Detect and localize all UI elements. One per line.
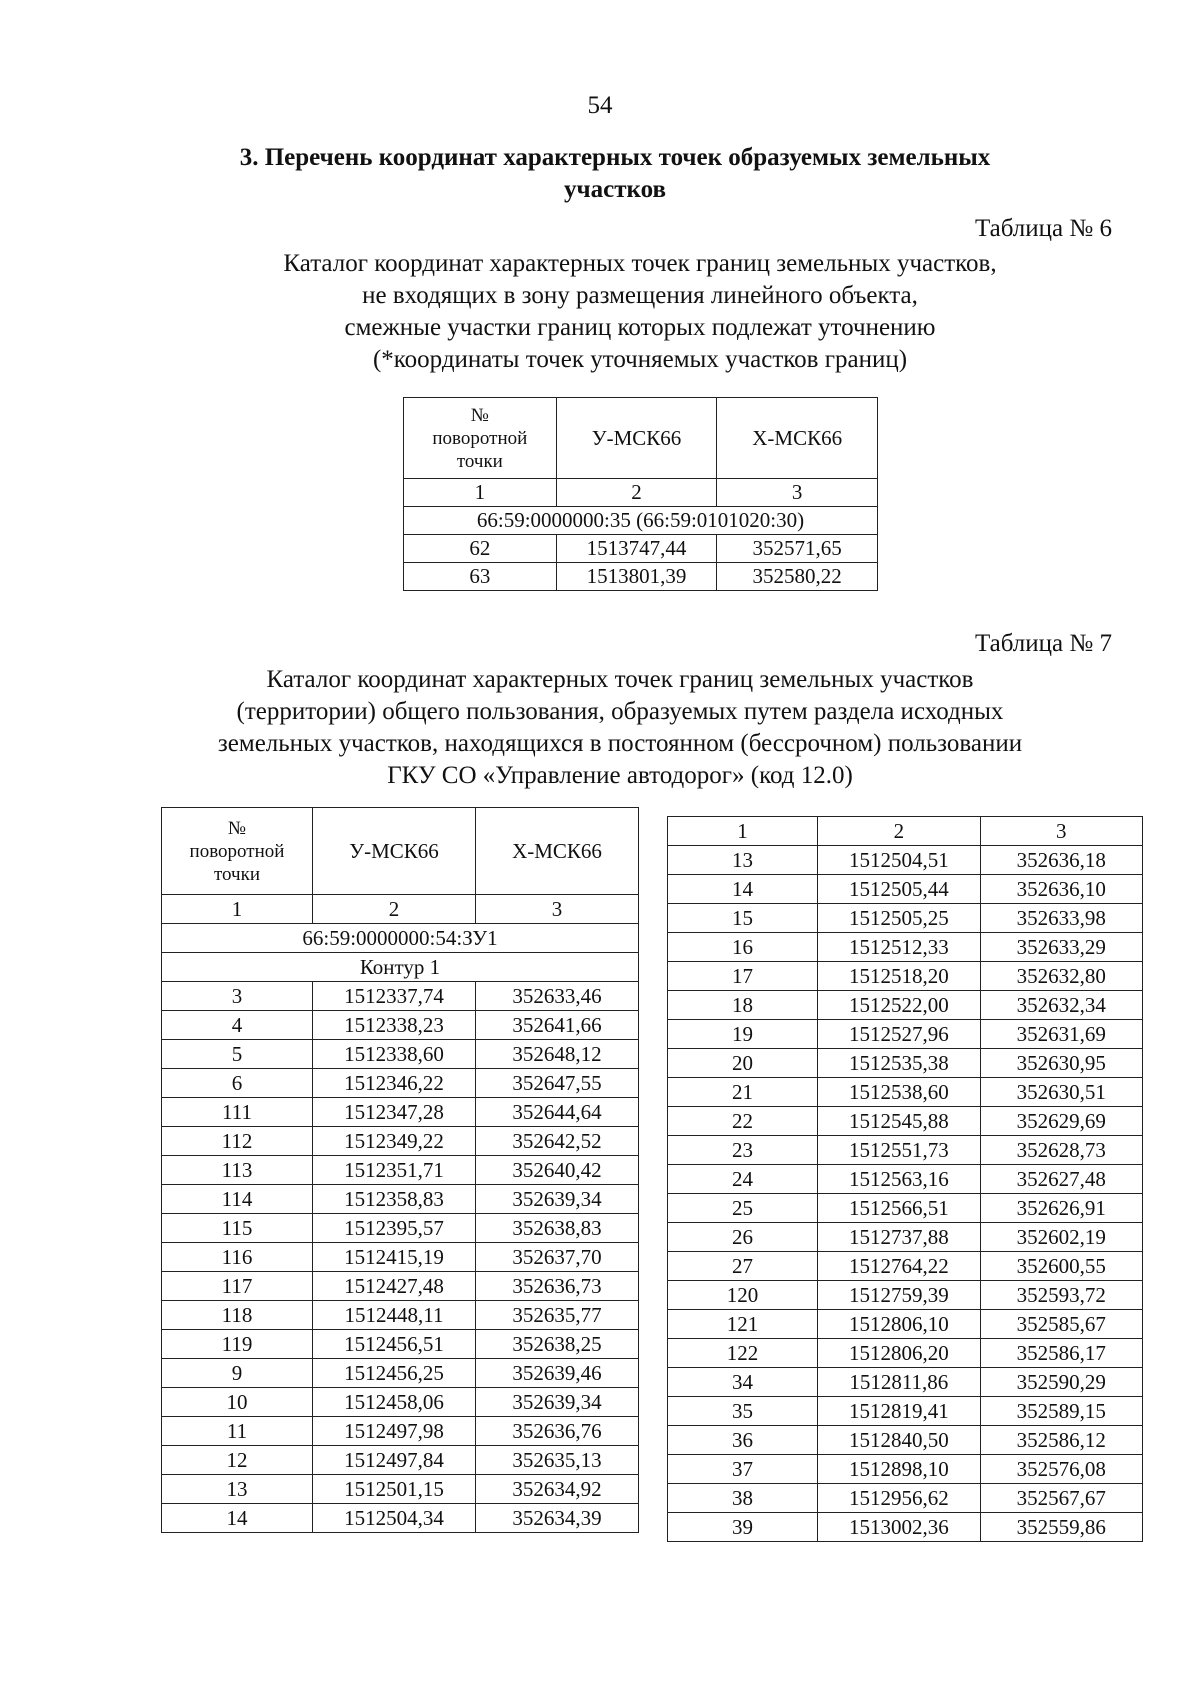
point-number-cell: 24	[668, 1165, 818, 1194]
point-number-cell: 4	[162, 1011, 313, 1040]
y-coordinate-cell: 1512764,22	[818, 1252, 981, 1281]
y-coordinate-cell: 1512551,73	[818, 1136, 981, 1165]
point-number-cell: 121	[668, 1310, 818, 1339]
header-text: поворотной	[432, 427, 528, 449]
colnum-cell: 2	[556, 479, 717, 507]
x-coordinate-cell: 352637,70	[476, 1243, 639, 1272]
table6-colnum-row	[404, 479, 878, 507]
point-number-cell: 111	[162, 1098, 313, 1127]
x-coordinate-cell: 352635,77	[476, 1301, 639, 1330]
point-number-cell: 116	[162, 1243, 313, 1272]
y-coordinate-cell: 1512338,23	[313, 1011, 476, 1040]
y-coordinate-cell: 1513002,36	[818, 1513, 981, 1542]
point-number-cell: 63	[404, 563, 557, 591]
x-coordinate-cell: 352576,08	[980, 1455, 1142, 1484]
table-row	[162, 1301, 639, 1330]
header-text: №	[470, 404, 489, 426]
table-row	[404, 535, 878, 563]
y-coordinate-cell: 1512456,25	[313, 1359, 476, 1388]
x-coordinate-cell: 352626,91	[980, 1194, 1142, 1223]
table7-right	[667, 816, 1143, 1542]
point-number-cell: 9	[162, 1359, 313, 1388]
point-number-cell: 13	[162, 1475, 313, 1504]
point-number-cell: 25	[668, 1194, 818, 1223]
y-coordinate-cell: 1512448,11	[313, 1301, 476, 1330]
x-coordinate-cell: 352641,66	[476, 1011, 639, 1040]
table7-subgroup-cell: Контур 1	[162, 953, 639, 982]
x-coordinate-cell: 352638,83	[476, 1214, 639, 1243]
y-coordinate-cell: 1512538,60	[818, 1078, 981, 1107]
point-number-cell: 38	[668, 1484, 818, 1513]
table-row	[668, 1049, 1143, 1078]
y-coordinate-cell: 1512358,83	[313, 1185, 476, 1214]
y-coordinate-cell: 1512497,98	[313, 1417, 476, 1446]
colnum-cell: 1	[404, 479, 557, 507]
y-coordinate-cell: 1512497,84	[313, 1446, 476, 1475]
x-coordinate-cell: 352631,69	[980, 1020, 1142, 1049]
x-coordinate-cell: 352580,22	[717, 563, 878, 591]
x-coordinate-cell: 352586,17	[980, 1339, 1142, 1368]
x-coordinate-cell: 352567,67	[980, 1484, 1142, 1513]
x-coordinate-cell: 352632,34	[980, 991, 1142, 1020]
x-coordinate-cell: 352636,73	[476, 1272, 639, 1301]
table7-right-body	[668, 846, 1143, 1542]
table-row	[668, 1165, 1143, 1194]
x-coordinate-cell: 352633,98	[980, 904, 1142, 933]
x-coordinate-cell: 352639,34	[476, 1388, 639, 1417]
colnum-cell: 1	[668, 817, 818, 846]
table-row	[668, 1397, 1143, 1426]
table-row	[668, 1194, 1143, 1223]
table7-group-row	[162, 924, 639, 953]
table7-caption	[130, 664, 1110, 792]
point-number-cell: 15	[668, 904, 818, 933]
section-heading-line1: 3. Перечень координат характерных точек образуемых земельных	[239, 144, 991, 171]
point-number-cell: 19	[668, 1020, 818, 1049]
y-coordinate-cell: 1512501,15	[313, 1475, 476, 1504]
table-row	[162, 1156, 639, 1185]
point-number-cell: 34	[668, 1368, 818, 1397]
point-number-cell: 35	[668, 1397, 818, 1426]
point-number-cell: 114	[162, 1185, 313, 1214]
table-row	[162, 1243, 639, 1272]
colnum-cell: 2	[313, 895, 476, 924]
point-number-cell: 119	[162, 1330, 313, 1359]
x-coordinate-cell: 352590,29	[980, 1368, 1142, 1397]
x-coordinate-cell: 352600,55	[980, 1252, 1142, 1281]
point-number-cell: 112	[162, 1127, 313, 1156]
point-number-cell: 10	[162, 1388, 313, 1417]
y-coordinate-cell: 1512415,19	[313, 1243, 476, 1272]
y-coordinate-cell: 1512759,39	[818, 1281, 981, 1310]
table6-body	[404, 535, 878, 591]
y-coordinate-cell: 1512956,62	[818, 1484, 981, 1513]
point-number-cell: 120	[668, 1281, 818, 1310]
y-coordinate-cell: 1512806,10	[818, 1310, 981, 1339]
x-coordinate-cell: 352586,12	[980, 1426, 1142, 1455]
x-coordinate-cell: 352639,46	[476, 1359, 639, 1388]
point-number-cell: 113	[162, 1156, 313, 1185]
point-number-cell: 14	[162, 1504, 313, 1533]
table-row	[162, 1272, 639, 1301]
y-coordinate-cell: 1512535,38	[818, 1049, 981, 1078]
table7-caption-line: ГКУ СО «Управление автодорог» (код 12.0)	[387, 762, 853, 789]
y-coordinate-cell: 1512840,50	[818, 1426, 981, 1455]
x-coordinate-cell: 352627,48	[980, 1165, 1142, 1194]
y-coordinate-cell: 1512737,88	[818, 1223, 981, 1252]
x-coordinate-cell: 352602,19	[980, 1223, 1142, 1252]
y-coordinate-cell: 1512346,22	[313, 1069, 476, 1098]
point-number-cell: 27	[668, 1252, 818, 1281]
table-row	[668, 1484, 1143, 1513]
point-number-cell: 117	[162, 1272, 313, 1301]
y-coordinate-cell: 1512427,48	[313, 1272, 476, 1301]
table-row	[668, 1339, 1143, 1368]
header-text: точки	[456, 450, 503, 472]
table6-header-x: Х-МСК66	[717, 398, 878, 479]
point-number-cell: 14	[668, 875, 818, 904]
table6-header-row	[404, 398, 878, 479]
y-coordinate-cell: 1512505,25	[818, 904, 981, 933]
table-row	[668, 1426, 1143, 1455]
table-row	[668, 1281, 1143, 1310]
table-row	[668, 933, 1143, 962]
point-number-cell: 16	[668, 933, 818, 962]
table7-caption-line: Каталог координат характерных точек границ земельных участков	[266, 666, 974, 693]
x-coordinate-cell: 352634,39	[476, 1504, 639, 1533]
x-coordinate-cell: 352585,67	[980, 1310, 1142, 1339]
y-coordinate-cell: 1512456,51	[313, 1330, 476, 1359]
table7-header-x: Х-МСК66	[476, 808, 639, 895]
y-coordinate-cell: 1512518,20	[818, 962, 981, 991]
table7-caption-line: (территории) общего пользования, образуемых путем раздела исходных	[236, 698, 1004, 725]
x-coordinate-cell: 352636,10	[980, 875, 1142, 904]
y-coordinate-cell: 1512527,96	[818, 1020, 981, 1049]
x-coordinate-cell: 352642,52	[476, 1127, 639, 1156]
x-coordinate-cell: 352593,72	[980, 1281, 1142, 1310]
x-coordinate-cell: 352639,34	[476, 1185, 639, 1214]
point-number-cell: 23	[668, 1136, 818, 1165]
table-row	[162, 1011, 639, 1040]
table-row	[162, 1127, 639, 1156]
x-coordinate-cell: 352644,64	[476, 1098, 639, 1127]
y-coordinate-cell: 1512566,51	[818, 1194, 981, 1223]
x-coordinate-cell: 352571,65	[717, 535, 878, 563]
colnum-cell: 3	[476, 895, 639, 924]
colnum-cell: 2	[818, 817, 981, 846]
y-coordinate-cell: 1512347,28	[313, 1098, 476, 1127]
point-number-cell: 115	[162, 1214, 313, 1243]
table-row	[162, 1446, 639, 1475]
table-row	[162, 1040, 639, 1069]
colnum-cell: 3	[980, 817, 1142, 846]
table-row	[668, 1455, 1143, 1484]
table-row	[668, 1223, 1143, 1252]
table-row	[668, 991, 1143, 1020]
table7-caption-line: земельных участков, находящихся в постоянном (бессрочном) пользовании	[217, 730, 1023, 757]
y-coordinate-cell: 1512504,34	[313, 1504, 476, 1533]
y-coordinate-cell: 1512545,88	[818, 1107, 981, 1136]
table-row	[668, 1252, 1143, 1281]
y-coordinate-cell: 1512458,06	[313, 1388, 476, 1417]
x-coordinate-cell: 352559,86	[980, 1513, 1142, 1542]
point-number-cell: 37	[668, 1455, 818, 1484]
point-number-cell: 36	[668, 1426, 818, 1455]
y-coordinate-cell: 1512351,71	[313, 1156, 476, 1185]
colnum-cell: 1	[162, 895, 313, 924]
table-row	[668, 1368, 1143, 1397]
table-row	[162, 1504, 639, 1533]
table6-group-row	[404, 507, 878, 535]
table7-subgroup-row	[162, 953, 639, 982]
table-row	[668, 1310, 1143, 1339]
table7-label: Таблица № 7	[974, 630, 1112, 657]
table-row	[162, 1330, 639, 1359]
y-coordinate-cell: 1512349,22	[313, 1127, 476, 1156]
table6	[403, 397, 878, 591]
section-heading	[200, 142, 1030, 206]
table-row	[668, 904, 1143, 933]
table-row	[668, 1020, 1143, 1049]
table7-group-cell: 66:59:0000000:54:ЗУ1	[162, 924, 639, 953]
table-row	[668, 1078, 1143, 1107]
y-coordinate-cell: 1512898,10	[818, 1455, 981, 1484]
table6-caption-line: (*координаты точек уточняемых участков границ)	[372, 346, 908, 373]
y-coordinate-cell: 1512512,33	[818, 933, 981, 962]
table7-header-row	[162, 808, 639, 895]
point-number-cell: 62	[404, 535, 557, 563]
point-number-cell: 13	[668, 846, 818, 875]
y-coordinate-cell: 1512338,60	[313, 1040, 476, 1069]
x-coordinate-cell: 352636,18	[980, 846, 1142, 875]
table7-header-y: У-МСК66	[313, 808, 476, 895]
page-number: 54	[587, 92, 613, 119]
table-row	[668, 875, 1143, 904]
point-number-cell: 6	[162, 1069, 313, 1098]
y-coordinate-cell: 1512819,41	[818, 1397, 981, 1426]
y-coordinate-cell: 1512337,74	[313, 982, 476, 1011]
x-coordinate-cell: 352589,15	[980, 1397, 1142, 1426]
header-text: поворотной	[189, 840, 285, 862]
table6-group-cell: 66:59:0000000:35 (66:59:0101020:30)	[404, 507, 878, 535]
table6-caption-line: смежные участки границ которых подлежат уточнению	[344, 314, 936, 341]
y-coordinate-cell: 1512504,51	[818, 846, 981, 875]
section-heading-line2: участков	[564, 176, 666, 203]
table-row	[162, 1359, 639, 1388]
x-coordinate-cell: 352648,12	[476, 1040, 639, 1069]
x-coordinate-cell: 352638,25	[476, 1330, 639, 1359]
point-number-cell: 5	[162, 1040, 313, 1069]
table-row	[668, 1513, 1143, 1542]
x-coordinate-cell: 352633,29	[980, 933, 1142, 962]
table7-left	[161, 807, 639, 1533]
y-coordinate-cell: 1513747,44	[556, 535, 717, 563]
y-coordinate-cell: 1512563,16	[818, 1165, 981, 1194]
colnum-cell: 3	[717, 479, 878, 507]
x-coordinate-cell: 352630,51	[980, 1078, 1142, 1107]
table-row	[668, 1107, 1143, 1136]
table-row	[668, 962, 1143, 991]
table7-colnum-row	[162, 895, 639, 924]
table6-caption-line: Каталог координат характерных точек границ земельных участков,	[283, 250, 997, 277]
y-coordinate-cell: 1512806,20	[818, 1339, 981, 1368]
x-coordinate-cell: 352640,42	[476, 1156, 639, 1185]
x-coordinate-cell: 352630,95	[980, 1049, 1142, 1078]
x-coordinate-cell: 352636,76	[476, 1417, 639, 1446]
x-coordinate-cell: 352628,73	[980, 1136, 1142, 1165]
x-coordinate-cell: 352629,69	[980, 1107, 1142, 1136]
header-text: №	[227, 817, 247, 839]
table-row	[668, 846, 1143, 875]
table7-right-colnum-row	[668, 817, 1143, 846]
point-number-cell: 20	[668, 1049, 818, 1078]
table-row	[162, 1069, 639, 1098]
table-row	[162, 1098, 639, 1127]
table6-header-y: У-МСК66	[556, 398, 717, 479]
x-coordinate-cell: 352633,46	[476, 982, 639, 1011]
table6-header-point-no	[404, 398, 557, 479]
point-number-cell: 3	[162, 982, 313, 1011]
x-coordinate-cell: 352635,13	[476, 1446, 639, 1475]
header-text: точки	[213, 863, 260, 885]
x-coordinate-cell: 352632,80	[980, 962, 1142, 991]
x-coordinate-cell: 352634,92	[476, 1475, 639, 1504]
y-coordinate-cell: 1512522,00	[818, 991, 981, 1020]
point-number-cell: 12	[162, 1446, 313, 1475]
table-row	[162, 982, 639, 1011]
table-row	[404, 563, 878, 591]
table-row	[162, 1214, 639, 1243]
y-coordinate-cell: 1513801,39	[556, 563, 717, 591]
table6-caption	[190, 248, 1090, 376]
point-number-cell: 11	[162, 1417, 313, 1446]
table6-label: Таблица № 6	[974, 215, 1112, 242]
table-row	[668, 1136, 1143, 1165]
point-number-cell: 22	[668, 1107, 818, 1136]
table-row	[162, 1388, 639, 1417]
table7-left-body	[162, 982, 639, 1533]
point-number-cell: 39	[668, 1513, 818, 1542]
y-coordinate-cell: 1512811,86	[818, 1368, 981, 1397]
table-row	[162, 1417, 639, 1446]
point-number-cell: 122	[668, 1339, 818, 1368]
table7-header-point-no	[162, 808, 313, 895]
point-number-cell: 118	[162, 1301, 313, 1330]
point-number-cell: 21	[668, 1078, 818, 1107]
table-row	[162, 1475, 639, 1504]
point-number-cell: 18	[668, 991, 818, 1020]
y-coordinate-cell: 1512505,44	[818, 875, 981, 904]
table-row	[162, 1185, 639, 1214]
x-coordinate-cell: 352647,55	[476, 1069, 639, 1098]
y-coordinate-cell: 1512395,57	[313, 1214, 476, 1243]
table6-caption-line: не входящих в зону размещения линейного объекта,	[362, 282, 918, 309]
point-number-cell: 17	[668, 962, 818, 991]
point-number-cell: 26	[668, 1223, 818, 1252]
